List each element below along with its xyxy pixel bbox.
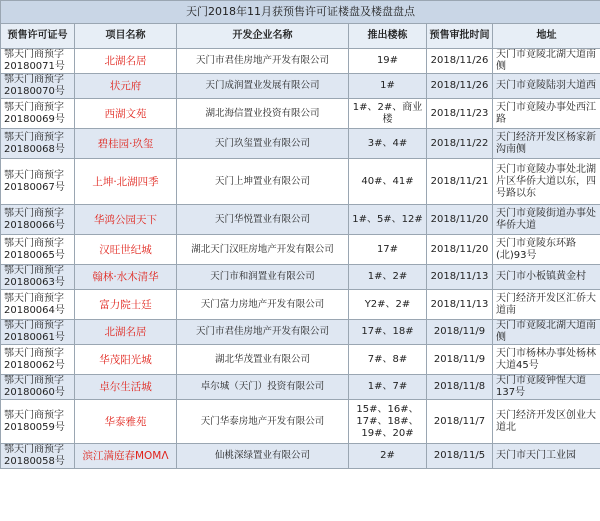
project-name-cell: 汉旺世纪城 [75, 235, 177, 265]
approval-date-cell: 2018/11/23 [427, 99, 493, 129]
address-cell: 天门市竟陵办事处西江路 [493, 99, 600, 129]
permit-cell: 鄂天门商预字20180064号 [1, 290, 75, 320]
developer-cell: 天门市君佳房地产开发有限公司 [177, 49, 349, 74]
table-row [1, 49, 600, 74]
buildings-cell: 15#、16#、17#、18#、19#、20# [349, 400, 427, 444]
address-cell: 天门市杨林办事处杨林大道45号 [493, 345, 600, 375]
table-row [1, 74, 600, 99]
header-buildings: 推出楼栋 [349, 24, 427, 49]
developer-cell: 湖北海信置业投资有限公司 [177, 99, 349, 129]
address-cell: 天门市竟陵东环路(北)93号 [493, 235, 600, 265]
approval-date-cell: 2018/11/9 [427, 345, 493, 375]
developer-cell: 天门华泰房地产开发有限公司 [177, 400, 349, 444]
developer-cell: 天门玖玺置业有限公司 [177, 129, 349, 159]
approval-date-cell: 2018/11/22 [427, 129, 493, 159]
developer-cell: 天门市君佳房地产开发有限公司 [177, 320, 349, 345]
buildings-cell: 1#、2#、商业楼 [349, 99, 427, 129]
project-name-cell: 卓尔生活城 [75, 375, 177, 400]
address-cell: 天门市竟陵街道办事处华侨大道 [493, 205, 600, 235]
address-cell: 天门市小板镇黄金村 [493, 265, 600, 290]
permit-cell: 鄂天门商预字20180061号 [1, 320, 75, 345]
header-row [1, 24, 600, 49]
developer-cell: 仙桃深绿置业有限公司 [177, 444, 349, 469]
table-row [1, 444, 600, 469]
developer-cell: 湖北华茂置业有限公司 [177, 345, 349, 375]
project-name-cell: 富力院士廷 [75, 290, 177, 320]
table-row [1, 265, 600, 290]
buildings-cell: 7#、8# [349, 345, 427, 375]
header-project: 项目名称 [75, 24, 177, 49]
buildings-cell: 1# [349, 74, 427, 99]
buildings-cell: 1#、2# [349, 265, 427, 290]
project-name-cell: 翰林·水木清华 [75, 265, 177, 290]
table-row [1, 99, 600, 129]
address-cell: 天门经济开发区汇侨大道南 [493, 290, 600, 320]
table-row [1, 345, 600, 375]
approval-date-cell: 2018/11/5 [427, 444, 493, 469]
developer-cell: 卓尔城（天门）投资有限公司 [177, 375, 349, 400]
address-cell: 天门市竟陵陆羽大道西 [493, 74, 600, 99]
project-name-cell: 滨江满庭春MOMΛ [75, 444, 177, 469]
permit-cell: 鄂天门商预字20180059号 [1, 400, 75, 444]
permit-cell: 鄂天门商预字20180063号 [1, 265, 75, 290]
approval-date-cell: 2018/11/20 [427, 205, 493, 235]
header-developer: 开发企业名称 [177, 24, 349, 49]
address-cell: 天门市天门工业园 [493, 444, 600, 469]
address-cell: 天门经济开发区杨家新沟南侧 [493, 129, 600, 159]
project-name-cell: 华鸿公园天下 [75, 205, 177, 235]
address-cell: 天门市竟陵北湖大道南侧 [493, 49, 600, 74]
approval-date-cell: 2018/11/8 [427, 375, 493, 400]
header-date: 预售审批时间 [427, 24, 493, 49]
address-cell: 天门市竟陵办事处北湖片区华侨大道以东，四号路以东 [493, 159, 600, 205]
permit-cell: 鄂天门商预字20180068号 [1, 129, 75, 159]
approval-date-cell: 2018/11/13 [427, 265, 493, 290]
permit-cell: 鄂天门商预字20180066号 [1, 205, 75, 235]
table-row [1, 290, 600, 320]
buildings-cell: 1#、5#、12# [349, 205, 427, 235]
buildings-cell: 1#、7# [349, 375, 427, 400]
table-row [1, 159, 600, 205]
table-row [1, 320, 600, 345]
permit-cell: 鄂天门商预字20180071号 [1, 49, 75, 74]
permit-cell: 鄂天门商预字20180070号 [1, 74, 75, 99]
permit-cell: 鄂天门商预字20180062号 [1, 345, 75, 375]
buildings-cell: Y2#、2# [349, 290, 427, 320]
developer-cell: 天门上坤置业有限公司 [177, 159, 349, 205]
table-row [1, 375, 600, 400]
permit-cell: 鄂天门商预字20180067号 [1, 159, 75, 205]
permit-cell: 鄂天门商预字20180065号 [1, 235, 75, 265]
project-name-cell: 华泰雅苑 [75, 400, 177, 444]
table-row [1, 400, 600, 444]
project-name-cell: 华茂阳光城 [75, 345, 177, 375]
project-name-cell: 碧桂园·玖玺 [75, 129, 177, 159]
developer-cell: 天门成润置业发展有限公司 [177, 74, 349, 99]
permit-cell: 鄂天门商预字20180069号 [1, 99, 75, 129]
buildings-cell: 19# [349, 49, 427, 74]
approval-date-cell: 2018/11/21 [427, 159, 493, 205]
address-cell: 天门市竟陵北湖大道南侧 [493, 320, 600, 345]
project-name-cell: 西湖文苑 [75, 99, 177, 129]
buildings-cell: 2# [349, 444, 427, 469]
table-title: 天门2018年11月获预售许可证楼盘及楼盘盘点 [1, 1, 600, 24]
developer-cell: 天门富力房地产开发有限公司 [177, 290, 349, 320]
table-row [1, 205, 600, 235]
address-cell: 天门市竟陵钟惺大道137号 [493, 375, 600, 400]
developer-cell: 天门市和润置业有限公司 [177, 265, 349, 290]
buildings-cell: 40#、41# [349, 159, 427, 205]
buildings-cell: 3#、4# [349, 129, 427, 159]
address-cell: 天门经济开发区创业大道北 [493, 400, 600, 444]
approval-date-cell: 2018/11/26 [427, 49, 493, 74]
project-name-cell: 状元府 [75, 74, 177, 99]
table-row [1, 129, 600, 159]
permit-cell: 鄂天门商预字20180060号 [1, 375, 75, 400]
table-row [1, 235, 600, 265]
developer-cell: 天门华悦置业有限公司 [177, 205, 349, 235]
project-name-cell: 上坤·北湖四季 [75, 159, 177, 205]
header-permit: 预售许可证号 [1, 24, 75, 49]
approval-date-cell: 2018/11/7 [427, 400, 493, 444]
project-name-cell: 北湖名居 [75, 320, 177, 345]
project-name-cell: 北湖名居 [75, 49, 177, 74]
buildings-cell: 17# [349, 235, 427, 265]
permit-cell: 鄂天门商预字20180058号 [1, 444, 75, 469]
approval-date-cell: 2018/11/13 [427, 290, 493, 320]
header-address: 地址 [493, 24, 600, 49]
approval-date-cell: 2018/11/9 [427, 320, 493, 345]
table-body [1, 49, 600, 469]
approval-date-cell: 2018/11/20 [427, 235, 493, 265]
approval-date-cell: 2018/11/26 [427, 74, 493, 99]
buildings-cell: 17#、18# [349, 320, 427, 345]
developer-cell: 湖北天门汉旺房地产开发有限公司 [177, 235, 349, 265]
